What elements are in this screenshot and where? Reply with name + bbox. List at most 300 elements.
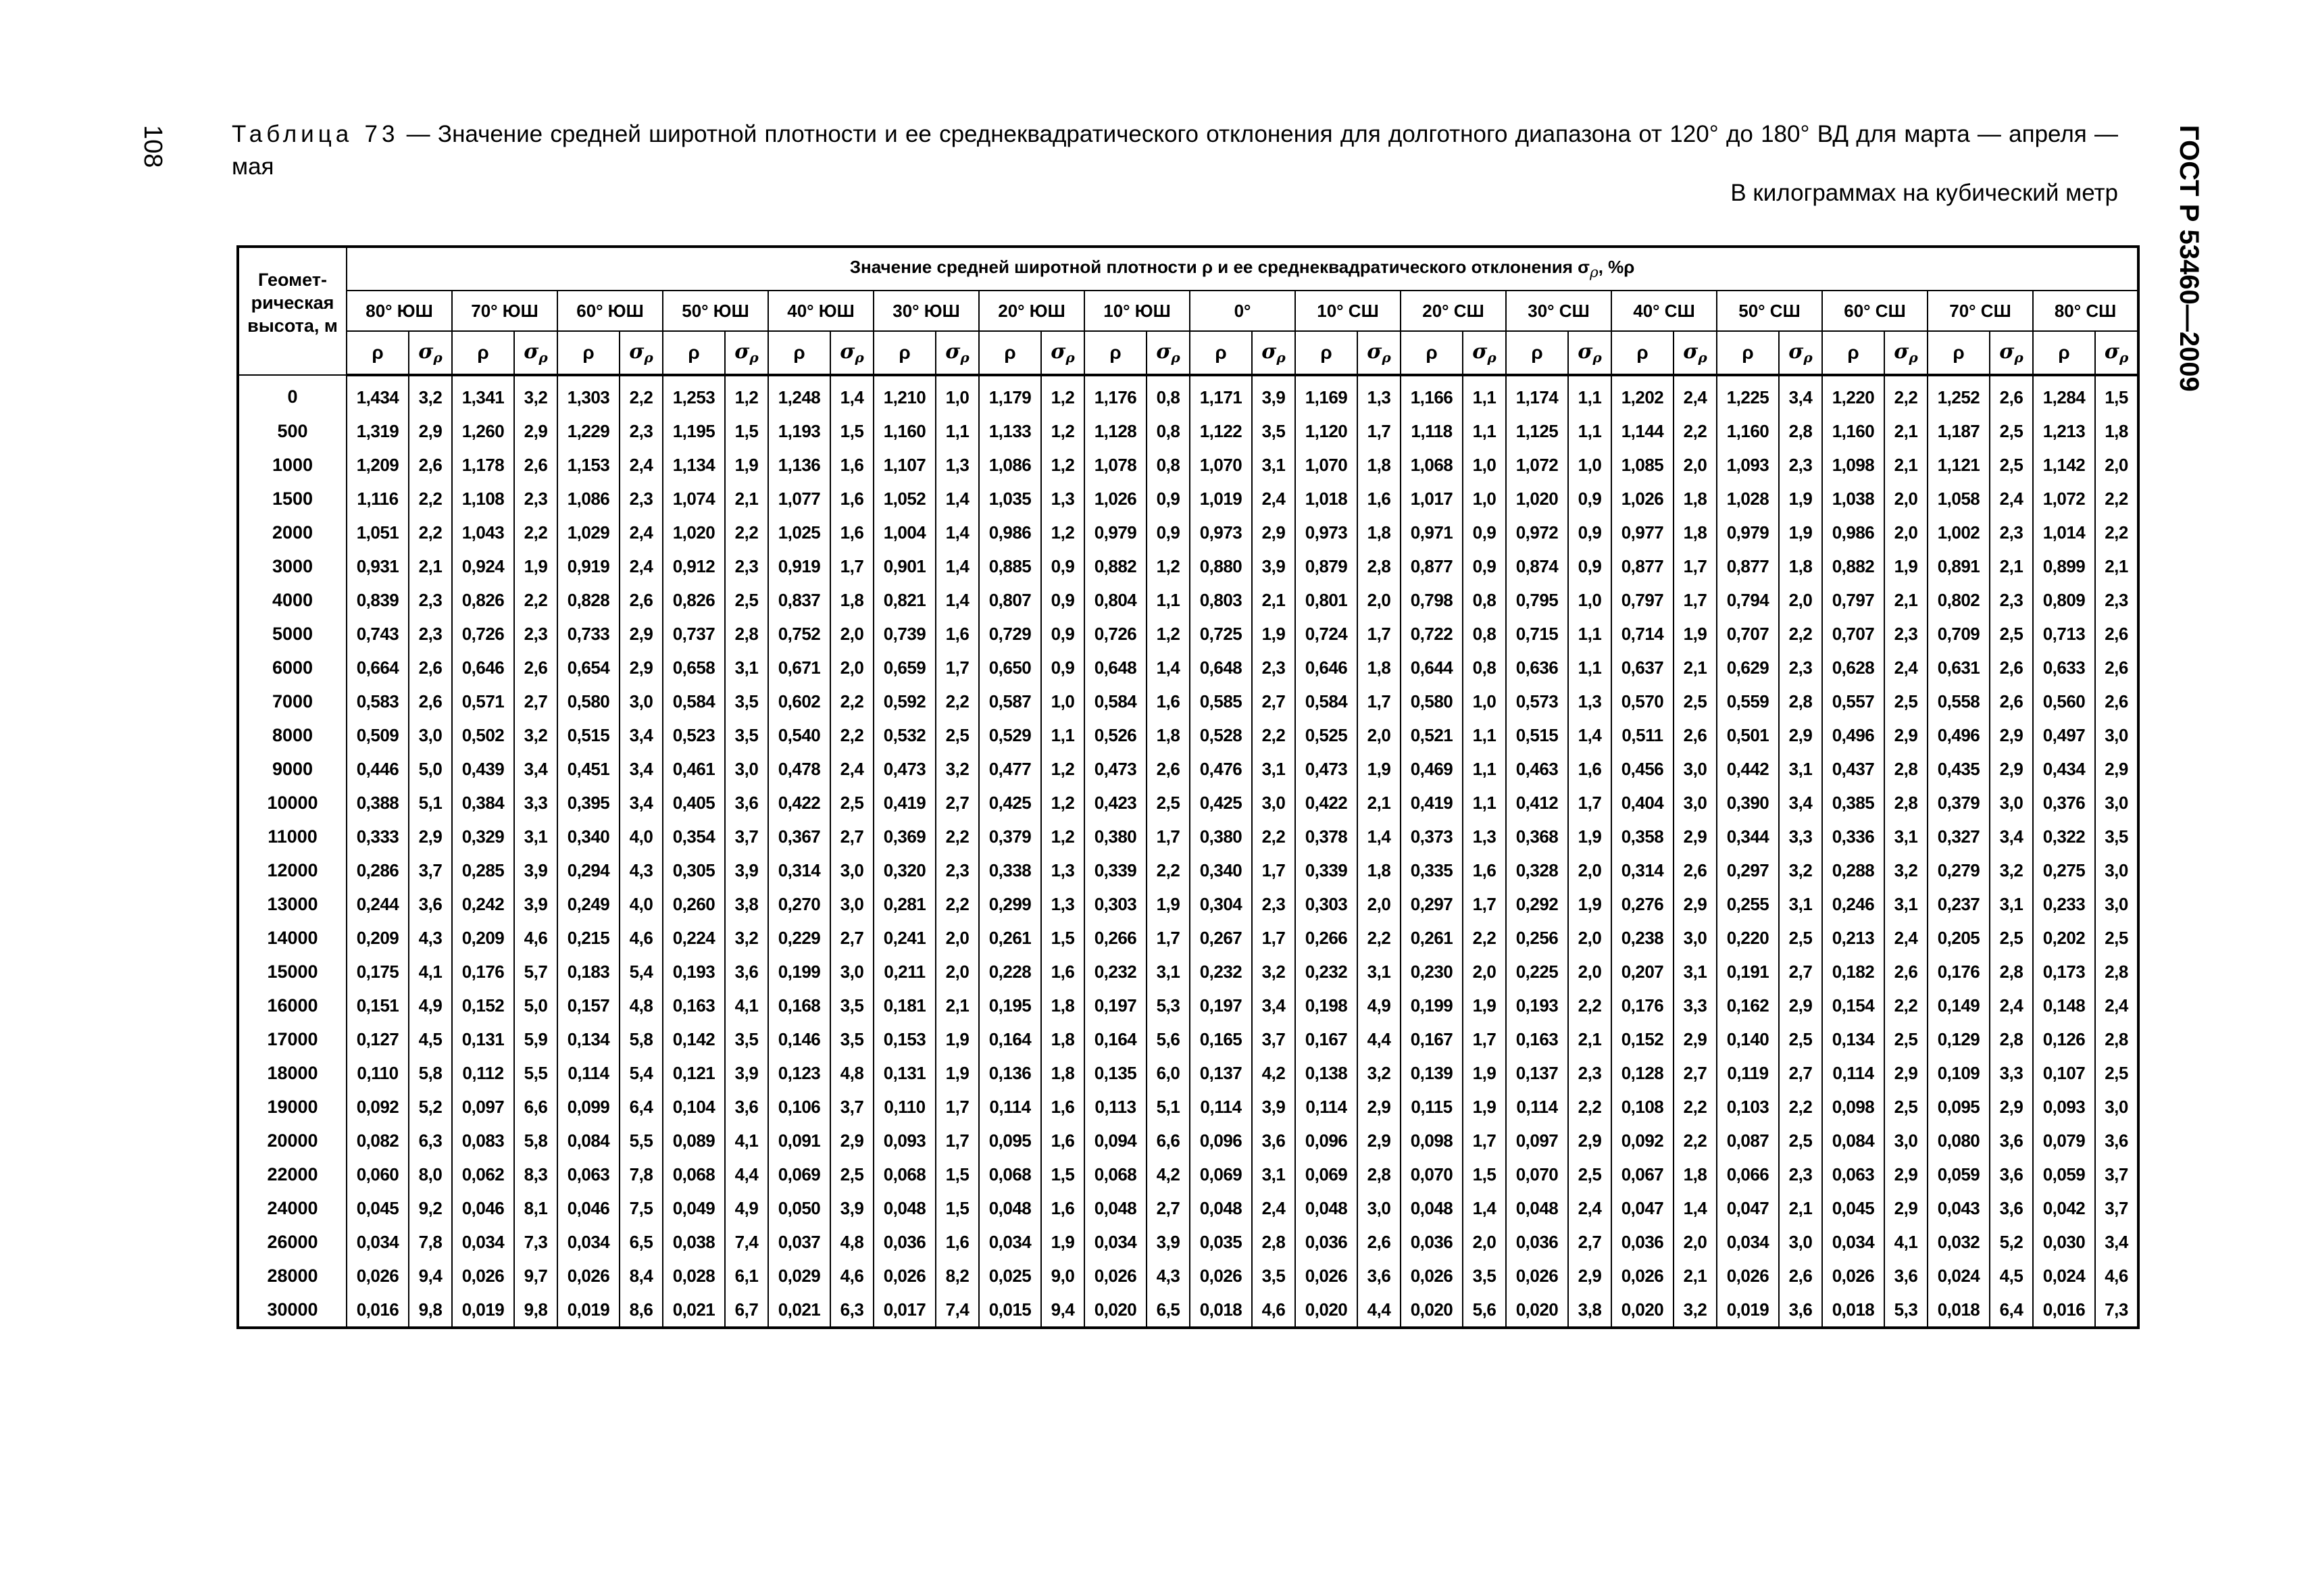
density-cell: 0,165 [1190,1022,1252,1056]
density-cell: 1,029 [557,516,620,549]
deviation-cell: 1,9 [1568,887,1611,921]
table-row [238,482,2138,516]
density-cell: 0,422 [768,786,830,820]
density-cell: 0,379 [979,820,1041,853]
deviation-cell: 2,0 [2095,448,2138,482]
table-row [238,516,2138,549]
deviation-cell: 1,8 [830,583,874,617]
density-cell: 0,021 [663,1293,725,1328]
density-cell: 0,068 [874,1157,936,1191]
density-cell: 1,142 [2033,448,2095,482]
deviation-cell: 2,2 [1779,617,1822,651]
density-cell: 0,037 [768,1225,830,1259]
density-cell: 0,425 [1190,786,1252,820]
density-cell: 0,084 [557,1124,620,1157]
density-cell: 0,024 [2033,1259,2095,1293]
deviation-cell: 0,9 [1568,549,1611,583]
deviation-cell: 1,7 [1463,1124,1506,1157]
density-cell: 0,228 [979,955,1041,989]
deviation-cell: 3,6 [725,786,768,820]
density-cell: 0,297 [1401,887,1463,921]
deviation-cell: 2,1 [1357,786,1401,820]
deviation-cell: 3,4 [1990,820,2033,853]
sigma-subscript: ρ [855,349,864,366]
deviation-cell: 4,0 [620,820,663,853]
deviation-cell: 2,9 [830,1124,874,1157]
deviation-cell: 1,0 [1568,448,1611,482]
density-cell: 0,437 [1822,752,1884,786]
density-cell: 0,059 [2033,1157,2095,1191]
density-cell: 0,305 [663,853,725,887]
deviation-cell: 2,1 [1884,414,1928,448]
density-cell: 0,335 [1401,853,1463,887]
latitude-header: 10° СШ [1295,291,1401,331]
deviation-cell: 2,9 [1884,1056,1928,1090]
deviation-cell: 2,0 [1674,1225,1717,1259]
deviation-cell: 1,1 [1463,718,1506,752]
deviation-cell: 2,4 [1252,1191,1295,1225]
deviation-cell: 3,1 [1884,820,1928,853]
deviation-cell: 8,1 [514,1191,557,1225]
density-cell: 0,270 [768,887,830,921]
density-cell: 0,018 [1822,1293,1884,1328]
density-cell: 1,125 [1506,414,1568,448]
density-cell: 0,242 [452,887,514,921]
deviation-cell: 2,2 [514,516,557,549]
sigma-subscript: ρ [1171,349,1180,366]
density-cell: 0,067 [1611,1157,1674,1191]
deviation-cell: 2,3 [620,414,663,448]
density-cell: 0,213 [1822,921,1884,955]
deviation-cell: 2,5 [1990,414,2033,448]
density-cell: 0,809 [2033,583,2095,617]
deviation-cell: 1,4 [936,482,979,516]
density-cell: 0,183 [557,955,620,989]
deviation-cell: 4,3 [620,853,663,887]
deviation-cell: 2,9 [409,414,452,448]
deviation-cell: 1,3 [1568,684,1611,718]
deviation-cell: 2,2 [620,375,663,414]
table-caption-text: — Значение средней широтной плотности и ее среднеквадратического отклонения для долготного диапазона от 120° до 180° ВД для марта — апреля — мая [232,121,2118,180]
density-cell: 0,162 [1717,989,1779,1022]
density-cell: 0,286 [347,853,409,887]
deviation-cell: 2,1 [1884,583,1928,617]
deviation-cell: 2,3 [1252,887,1295,921]
altitude-cell: 13000 [238,887,347,921]
deviation-cell: 3,5 [725,718,768,752]
table-row [238,955,2138,989]
deviation-cell: 4,0 [620,887,663,921]
density-cell: 0,874 [1506,549,1568,583]
deviation-cell: 1,9 [1568,820,1611,853]
density-cell: 0,017 [874,1293,936,1328]
density-cell: 0,405 [663,786,725,820]
density-cell: 0,297 [1717,853,1779,887]
deviation-cell: 0,9 [1041,617,1084,651]
density-cell: 1,086 [557,482,620,516]
density-cell: 1,026 [1611,482,1674,516]
deviation-cell: 2,8 [1990,1022,2033,1056]
density-cell: 0,034 [979,1225,1041,1259]
deviation-cell: 0,8 [1463,583,1506,617]
density-cell: 0,123 [768,1056,830,1090]
density-cell: 1,160 [874,414,936,448]
deviation-cell: 2,2 [2095,482,2138,516]
deviation-cell: 3,0 [2095,887,2138,921]
density-cell: 1,108 [452,482,514,516]
deviation-cell: 5,0 [409,752,452,786]
deviation-cell: 6,6 [1147,1124,1190,1157]
rho-column-header: ρ [1190,331,1252,375]
density-cell: 0,244 [347,887,409,921]
deviation-cell: 3,0 [1779,1225,1822,1259]
density-cell: 0,339 [1084,853,1147,887]
density-cell: 0,378 [1295,820,1357,853]
density-cell: 0,828 [557,583,620,617]
table-row [238,1157,2138,1191]
latitude-header: 20° ЮШ [979,291,1084,331]
deviation-cell: 4,4 [725,1157,768,1191]
altitude-cell: 16000 [238,989,347,1022]
deviation-cell: 3,1 [1147,955,1190,989]
deviation-cell: 2,0 [1568,955,1611,989]
deviation-cell: 2,5 [936,718,979,752]
density-cell: 0,659 [874,651,936,684]
deviation-cell: 1,4 [1463,1191,1506,1225]
density-cell: 0,404 [1611,786,1674,820]
density-cell: 0,036 [1401,1225,1463,1259]
density-cell: 0,063 [557,1157,620,1191]
sigma-symbol: σ [945,340,961,364]
deviation-cell: 3,7 [1252,1022,1295,1056]
density-cell: 0,114 [979,1090,1041,1124]
density-cell: 0,191 [1717,955,1779,989]
deviation-cell: 3,5 [830,1022,874,1056]
density-cell: 0,912 [663,549,725,583]
deviation-cell: 3,5 [1463,1259,1506,1293]
density-cell: 0,036 [1506,1225,1568,1259]
density-cell: 0,232 [1190,955,1252,989]
deviation-cell: 6,0 [1147,1056,1190,1090]
deviation-cell: 3,8 [725,887,768,921]
deviation-cell: 1,6 [936,1225,979,1259]
deviation-cell: 3,0 [830,853,874,887]
deviation-cell: 0,9 [1041,583,1084,617]
table-row [238,752,2138,786]
density-cell: 1,176 [1084,375,1147,414]
density-cell: 0,743 [347,617,409,651]
density-cell: 0,091 [768,1124,830,1157]
group-header-text: Значение средней широтной плотности ρ и ее среднеквадратического отклонения σ [849,256,1590,277]
deviation-cell: 4,6 [2095,1259,2138,1293]
density-cell: 1,171 [1190,375,1252,414]
deviation-cell: 1,3 [1041,853,1084,887]
density-cell: 0,026 [1190,1259,1252,1293]
density-cell: 0,924 [452,549,514,583]
deviation-cell: 1,5 [936,1157,979,1191]
rho-column-header: ρ [557,331,620,375]
deviation-cell: 1,7 [936,651,979,684]
density-cell: 0,439 [452,752,514,786]
deviation-cell: 2,3 [409,583,452,617]
density-cell: 0,069 [1190,1157,1252,1191]
deviation-cell: 4,6 [620,921,663,955]
density-cell: 0,633 [2033,651,2095,684]
density-cell: 1,019 [1190,482,1252,516]
density-cell: 0,021 [768,1293,830,1328]
density-cell: 1,052 [874,482,936,516]
deviation-cell: 2,9 [409,820,452,853]
density-cell: 0,478 [768,752,830,786]
density-cell: 0,026 [1295,1259,1357,1293]
density-cell: 0,249 [557,887,620,921]
altitude-cell: 26000 [238,1225,347,1259]
deviation-cell: 3,1 [1990,887,2033,921]
deviation-cell: 2,1 [1990,549,2033,583]
deviation-cell: 3,5 [830,989,874,1022]
density-cell: 0,971 [1401,516,1463,549]
density-cell: 1,153 [557,448,620,482]
density-cell: 0,024 [1928,1259,1990,1293]
density-cell: 0,026 [874,1259,936,1293]
density-cell: 0,098 [1822,1090,1884,1124]
density-cell: 0,224 [663,921,725,955]
deviation-cell: 9,4 [1041,1293,1084,1328]
deviation-cell: 2,6 [2095,617,2138,651]
deviation-cell: 2,0 [1357,718,1401,752]
deviation-cell: 3,7 [2095,1191,2138,1225]
table-row [238,1090,2138,1124]
altitude-cell: 28000 [238,1259,347,1293]
density-cell: 0,336 [1822,820,1884,853]
density-cell: 0,899 [2033,549,2095,583]
density-cell: 0,047 [1611,1191,1674,1225]
deviation-cell: 3,1 [514,820,557,853]
density-cell: 1,086 [979,448,1041,482]
deviation-cell: 2,5 [1568,1157,1611,1191]
deviation-cell: 2,2 [936,887,979,921]
deviation-cell: 3,6 [725,1090,768,1124]
deviation-cell: 2,9 [1568,1259,1611,1293]
density-cell: 0,891 [1928,549,1990,583]
sigma-column-header [830,331,874,375]
deviation-cell: 1,2 [725,375,768,414]
deviation-cell: 3,1 [1252,752,1295,786]
density-cell: 0,110 [874,1090,936,1124]
deviation-cell: 3,0 [2095,1090,2138,1124]
density-cell: 0,093 [2033,1090,2095,1124]
density-cell: 0,314 [1611,853,1674,887]
rho-column-header: ρ [1717,331,1779,375]
deviation-cell: 3,4 [620,718,663,752]
deviation-cell: 2,2 [1252,820,1295,853]
density-cell: 0,029 [768,1259,830,1293]
deviation-cell: 3,1 [1779,752,1822,786]
density-cell: 0,385 [1822,786,1884,820]
sigma-column-header [514,331,557,375]
density-cell: 0,035 [1190,1225,1252,1259]
table-caption-prefix: Таблица 73 [232,121,399,147]
density-cell: 0,636 [1506,651,1568,684]
density-cell: 0,585 [1190,684,1252,718]
density-cell: 0,142 [663,1022,725,1056]
deviation-cell: 1,5 [1041,921,1084,955]
density-cell: 0,580 [1401,684,1463,718]
density-cell: 1,028 [1717,482,1779,516]
density-cell: 0,232 [1295,955,1357,989]
sigma-subscript: ρ [1382,349,1391,366]
density-cell: 0,299 [979,887,1041,921]
deviation-cell: 1,5 [2095,375,2138,414]
density-cell: 0,256 [1506,921,1568,955]
density-cell: 0,973 [1295,516,1357,549]
table-row [238,887,2138,921]
density-cell: 1,068 [1401,448,1463,482]
density-cell: 1,213 [2033,414,2095,448]
density-cell: 0,048 [1506,1191,1568,1225]
density-cell: 0,384 [452,786,514,820]
density-cell: 0,237 [1928,887,1990,921]
deviation-cell: 1,6 [830,482,874,516]
deviation-cell: 0,9 [1568,516,1611,549]
deviation-cell: 1,9 [1252,617,1295,651]
density-cell: 0,707 [1717,617,1779,651]
deviation-cell: 1,7 [1463,1022,1506,1056]
density-cell: 0,048 [874,1191,936,1225]
density-cell: 0,648 [1190,651,1252,684]
density-cell: 0,026 [1611,1259,1674,1293]
deviation-cell: 2,4 [2095,989,2138,1022]
density-cell: 1,179 [979,375,1041,414]
density-cell: 1,098 [1822,448,1884,482]
density-cell: 0,880 [1190,549,1252,583]
deviation-cell: 9,2 [409,1191,452,1225]
deviation-cell: 3,9 [514,853,557,887]
deviation-cell: 2,6 [1990,375,2033,414]
density-cell: 0,199 [768,955,830,989]
density-cell: 0,019 [1717,1293,1779,1328]
deviation-cell: 1,1 [1568,375,1611,414]
sigma-symbol: σ [2104,340,2119,364]
group-header-tail: , %ρ [1598,256,1635,277]
density-cell: 0,246 [1822,887,1884,921]
deviation-cell: 2,2 [409,516,452,549]
density-cell: 0,648 [1084,651,1147,684]
deviation-cell: 2,5 [1990,617,2033,651]
deviation-cell: 2,3 [725,549,768,583]
deviation-cell: 2,7 [1568,1225,1611,1259]
deviation-cell: 3,0 [1252,786,1295,820]
deviation-cell: 4,5 [1990,1259,2033,1293]
sigma-column-header [1779,331,1822,375]
deviation-cell: 3,1 [1252,1157,1295,1191]
sigma-column-header [1041,331,1084,375]
altitude-cell: 15000 [238,955,347,989]
deviation-cell: 3,5 [1252,1259,1295,1293]
density-cell: 0,026 [452,1259,514,1293]
deviation-cell: 4,8 [830,1056,874,1090]
density-cell: 0,153 [874,1022,936,1056]
density-cell: 0,715 [1506,617,1568,651]
density-cell: 0,046 [557,1191,620,1225]
latitude-header: 20° СШ [1401,291,1506,331]
density-cell: 0,233 [2033,887,2095,921]
deviation-cell: 2,2 [1568,1090,1611,1124]
density-cell: 1,072 [2033,482,2095,516]
density-cell: 0,066 [1717,1157,1779,1191]
deviation-cell: 1,6 [1041,955,1084,989]
density-cell: 0,292 [1506,887,1568,921]
density-cell: 0,422 [1295,786,1357,820]
sigma-column-header [620,331,663,375]
deviation-cell: 2,5 [725,583,768,617]
density-cell: 0,737 [663,617,725,651]
density-cell: 0,877 [1611,549,1674,583]
deviation-cell: 4,1 [725,1124,768,1157]
deviation-cell: 2,3 [1252,651,1295,684]
deviation-cell: 2,7 [830,921,874,955]
deviation-cell: 2,2 [1884,989,1928,1022]
deviation-cell: 9,7 [514,1259,557,1293]
density-cell: 1,210 [874,375,936,414]
deviation-cell: 2,5 [2095,921,2138,955]
density-cell: 1,209 [347,448,409,482]
deviation-cell: 5,6 [1463,1293,1506,1328]
deviation-cell: 9,4 [409,1259,452,1293]
deviation-cell: 2,4 [620,549,663,583]
deviation-cell: 2,0 [1884,482,1928,516]
deviation-cell: 4,4 [1357,1022,1401,1056]
deviation-cell: 2,8 [1779,684,1822,718]
sigma-symbol: σ [1999,340,2015,364]
density-cell: 0,526 [1084,718,1147,752]
deviation-cell: 3,6 [2095,1124,2138,1157]
latitude-header: 80° СШ [2033,291,2138,331]
deviation-cell: 2,8 [725,617,768,651]
density-cell: 0,584 [1295,684,1357,718]
density-cell: 0,558 [1928,684,1990,718]
deviation-cell: 3,5 [725,684,768,718]
deviation-cell: 2,0 [1568,853,1611,887]
sigma-subscript: ρ [960,349,970,366]
altitude-cell: 1500 [238,482,347,516]
table-row [238,1022,2138,1056]
table-row [238,1124,2138,1157]
deviation-cell: 1,6 [936,617,979,651]
deviation-cell: 3,6 [1779,1293,1822,1328]
density-cell: 0,303 [1295,887,1357,921]
density-cell: 0,339 [1295,853,1357,887]
density-cell: 0,127 [347,1022,409,1056]
density-cell: 1,434 [347,375,409,414]
sigma-subscript: ρ [1276,349,1286,366]
density-cell: 0,112 [452,1056,514,1090]
density-cell: 1,077 [768,482,830,516]
deviation-cell: 5,0 [514,989,557,1022]
deviation-cell: 2,6 [2095,684,2138,718]
deviation-cell: 1,7 [1674,583,1717,617]
density-cell: 1,070 [1190,448,1252,482]
latitude-header: 30° ЮШ [874,291,979,331]
deviation-cell: 2,7 [1779,1056,1822,1090]
table-row [238,684,2138,718]
deviation-cell: 1,7 [1357,684,1401,718]
deviation-cell: 2,6 [1674,853,1717,887]
density-cell: 0,092 [1611,1124,1674,1157]
density-cell: 0,176 [1928,955,1990,989]
density-cell: 0,034 [1822,1225,1884,1259]
density-cell: 0,511 [1611,718,1674,752]
